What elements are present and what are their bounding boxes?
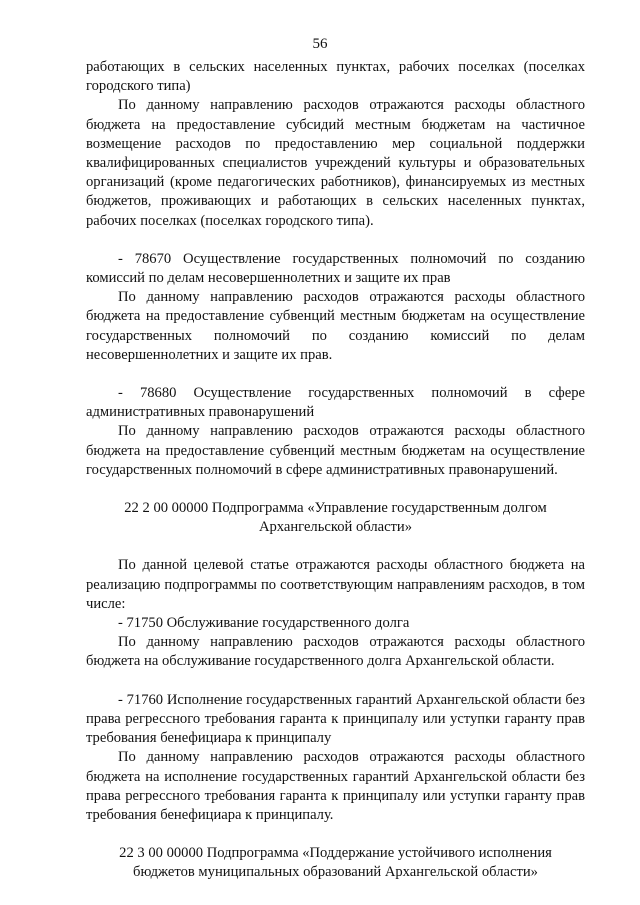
spacer xyxy=(86,480,585,499)
page-number: 56 xyxy=(312,36,328,52)
item-78680-heading: - 78680 Осуществление государственных полномочий в сфере административных правонарушений xyxy=(86,385,585,421)
subprogram-22-2-description: По данной целевой статье отражаются расходы областного бюджета на реализацию подпрограммы по соответствующим направлениям расходов, в том числе: xyxy=(86,557,585,612)
spacer xyxy=(86,825,585,844)
item-71750-description: По данному направлению расходов отражаются расходы областного бюджета на обслуживание государственного долга Архангельской области. xyxy=(86,634,585,670)
spacer xyxy=(86,231,585,250)
item-78670-description: По данному направлению расходов отражаются расходы областного бюджета на предоставление субвенций местным бюджетам на осуществление государственных полномочий по созданию комиссий по делам несовершеннолетних и защите их прав. xyxy=(86,289,585,363)
spacer xyxy=(86,537,585,556)
item-71760-description: По данному направлению расходов отражаются расходы областного бюджета на исполнение государственных гарантий Архангельской области без права регрессного требования гаранта к принципалу или уступки гаранту прав требования бенефициара к принципалу. xyxy=(86,749,585,823)
spacer xyxy=(86,365,585,384)
item-78680-description: По данному направлению расходов отражаются расходы областного бюджета на предоставление субвенций местным бюджетам на осуществление государственных полномочий в сфере административных правонарушений. xyxy=(86,423,585,478)
item-71760-heading: - 71760 Исполнение государственных гарантий Архангельской области без права регрессного требования гаранта к принципалу или уступки гаранту прав требования бенефициара к принципалу xyxy=(86,691,585,747)
item-78670-heading: - 78670 Осуществление государственных полномочий по созданию комиссий по делам несовершеннолетних и защите их прав xyxy=(86,250,585,287)
paragraph-continuation: работающих в сельских населенных пунктах, рабочих поселках (поселках городского типа) xyxy=(86,59,585,95)
item-71750-heading: - 71750 Обслуживание государственного долга xyxy=(118,615,410,632)
paragraph-subsidy-description: По данному направлению расходов отражаются расходы областного бюджета на предоставление субсидий местным бюджетам на частичное возмещение расходов по предоставлению мер социальной поддержки квалифицированных специалистов учреждений культуры и образовательных организаций (кроме педагогических работников), финансируемых из местных бюджетов, проживающих и работающих в сельских населенных пунктах, рабочих поселках (поселках городского типа). xyxy=(86,97,585,229)
subprogram-22-3-heading: 22 3 00 00000 Подпрограмма «Поддержание устойчивого исполнения бюджетов муниципальных образований Архангельской области» xyxy=(119,845,552,881)
spacer xyxy=(86,672,585,691)
document-body xyxy=(86,58,585,883)
subprogram-22-2-heading: 22 2 00 00000 Подпрограмма «Управление государственным долгом Архангельской области» xyxy=(124,500,547,536)
